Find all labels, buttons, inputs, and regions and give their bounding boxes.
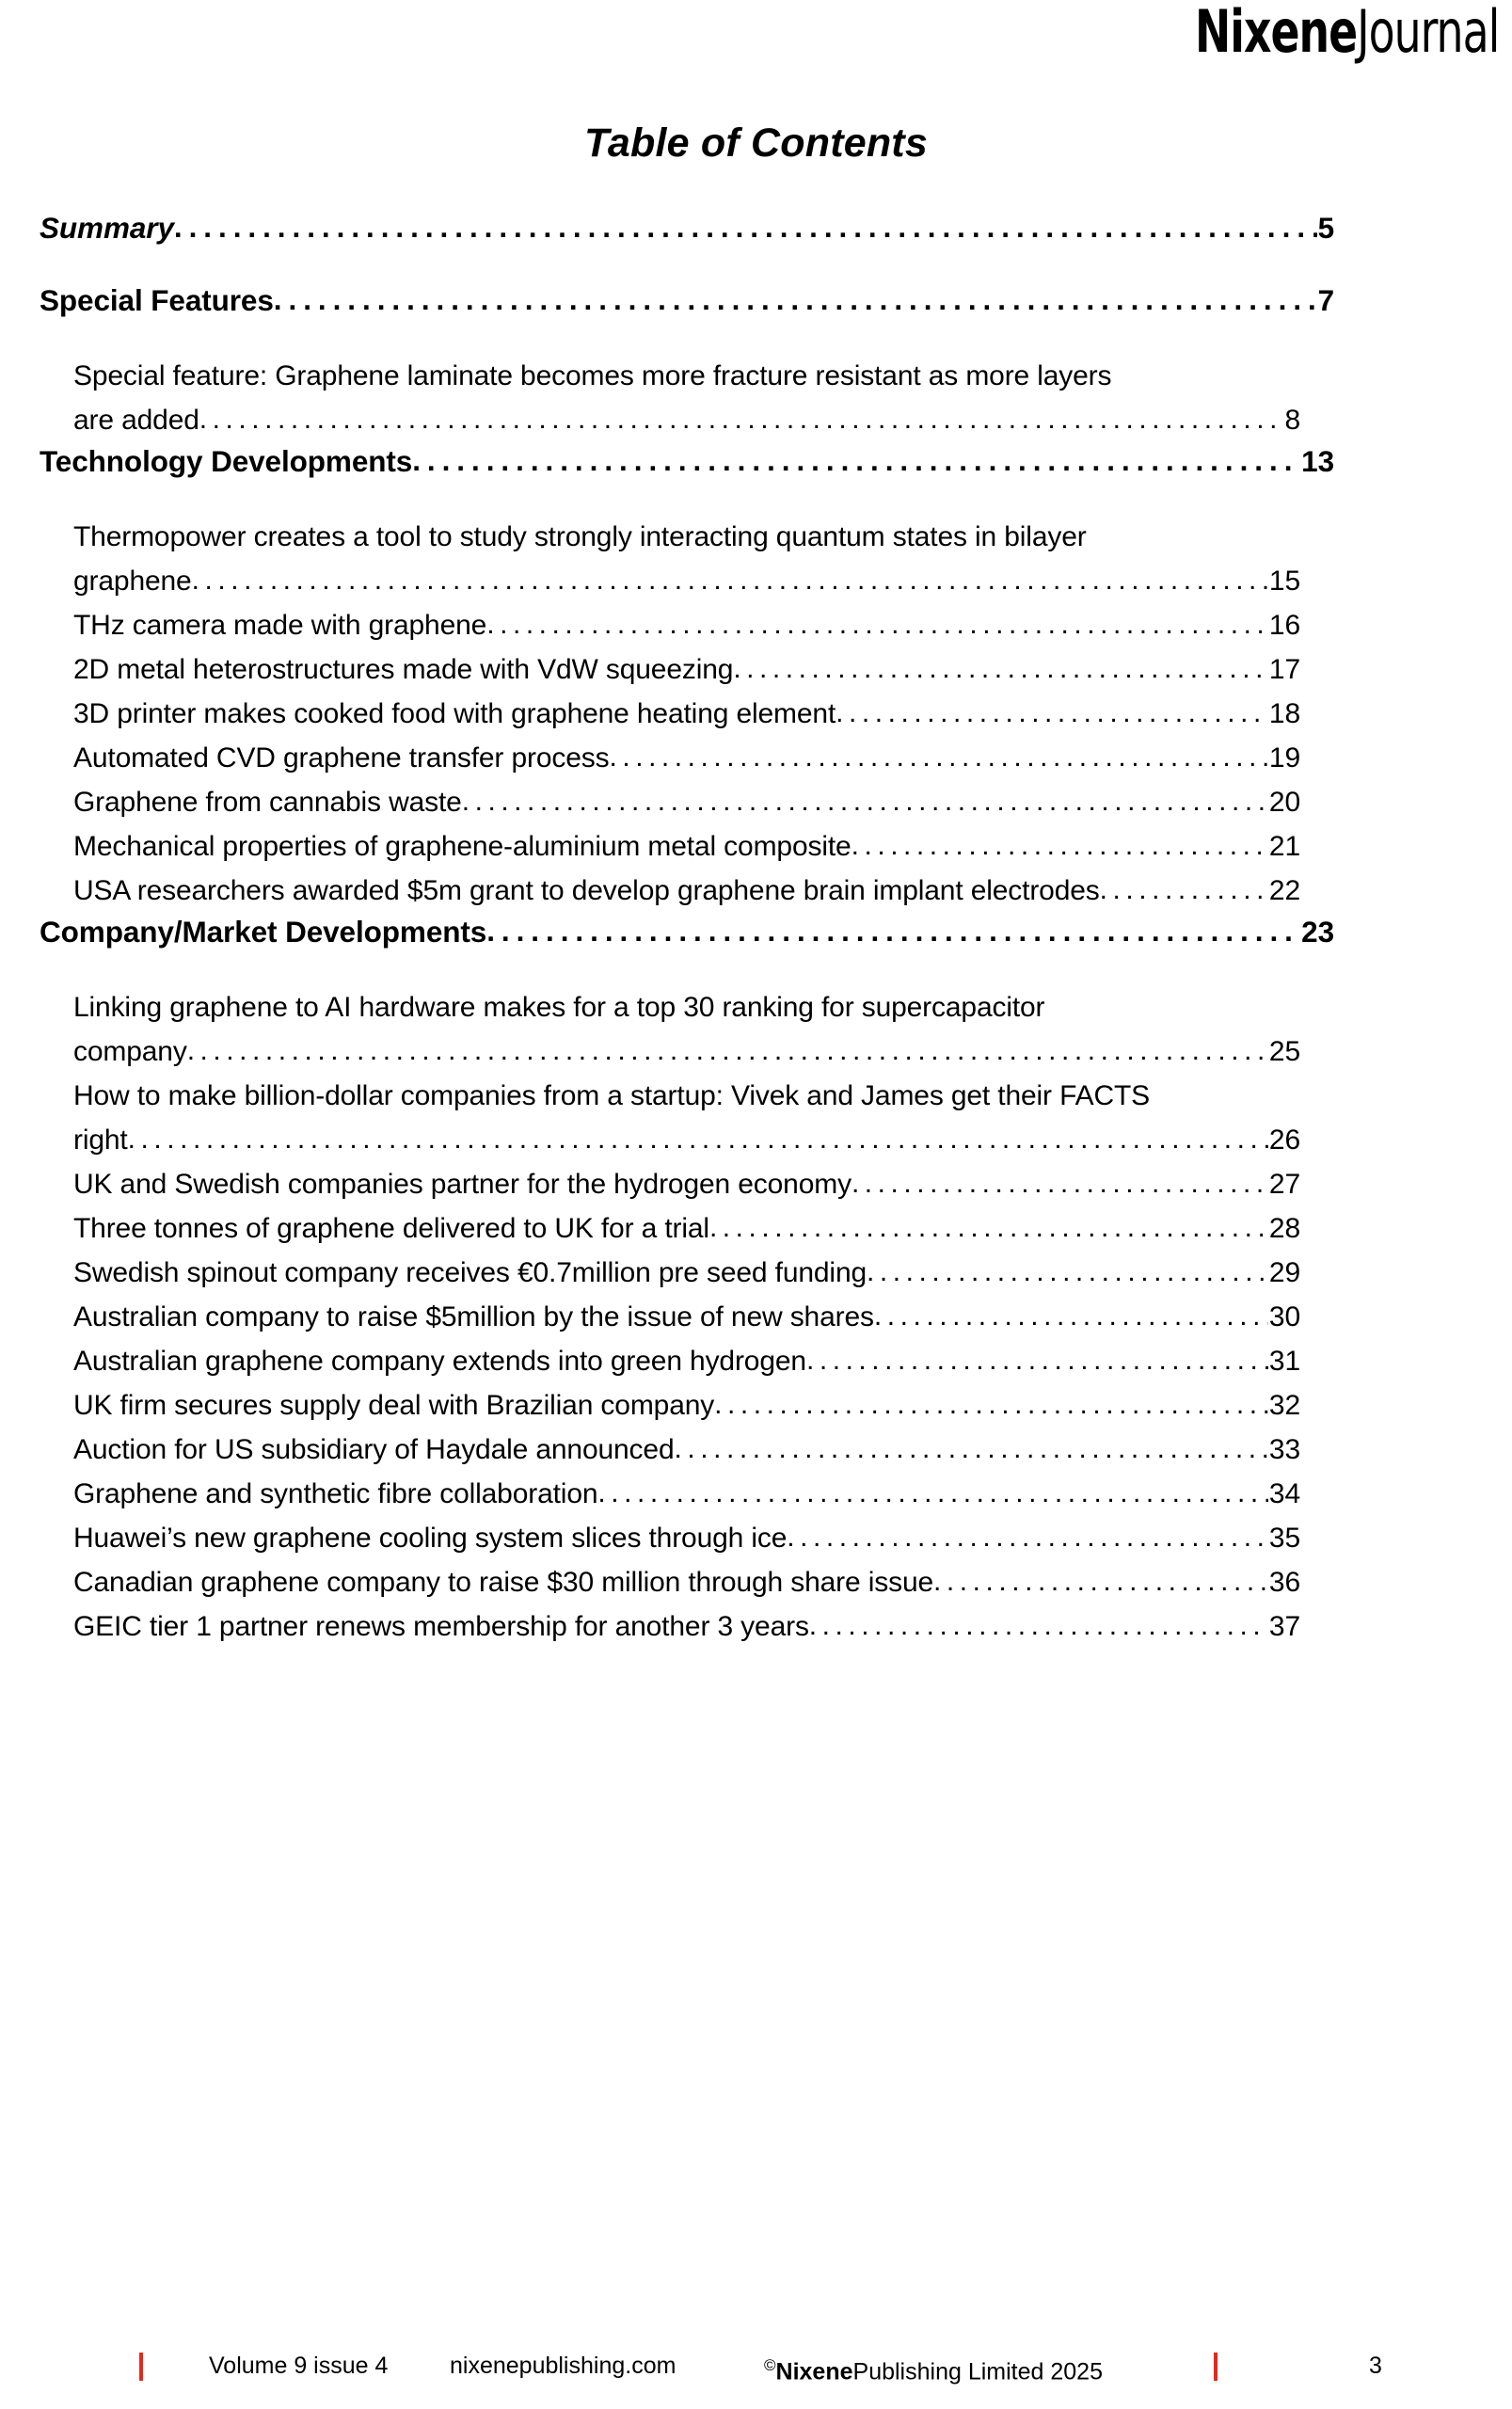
toc-entry-text: Graphene and synthetic fibre collaboration [73,1478,598,1509]
toc-page-number: 28 [1268,1213,1300,1244]
toc-leader-dots [836,691,1268,735]
toc-entry-row [73,647,1300,692]
toc-entry-row [73,559,1300,603]
toc-entry-text: Auction for US subsidiary of Haydale announced [73,1434,675,1465]
toc-article-entry[interactable] [73,1516,1334,1560]
toc-article-entry[interactable] [73,647,1334,692]
toc-article-entry[interactable] [73,692,1334,736]
toc-article-entry[interactable] [73,824,1334,869]
toc-entry-row [40,913,1334,950]
toc-entry-row [73,1251,1300,1295]
logo-publication: Journal [1356,0,1499,66]
toc-entry-text: Huawei’s new graphene cooling system slices through ice [73,1523,788,1554]
toc-page-number: 25 [1268,1036,1300,1067]
toc-page-number: 5 [1317,211,1334,245]
masthead [1128,2,1499,68]
toc-page-number: 16 [1268,610,1300,641]
toc-article-entry[interactable] [73,985,1334,1074]
toc-article-entry[interactable] [73,1472,1334,1516]
footer-rule-right-icon [1214,2353,1218,2381]
toc-entry-text-line1: Linking graphene to AI hardware makes for a top 30 ranking for supercapacitor [73,992,1045,1023]
toc-entry-text: right [73,1125,128,1156]
toc-leader-dots [851,823,1268,868]
toc-leader-dots [609,735,1267,779]
toc-leader-dots [787,1515,1268,1559]
toc-entry-row [73,1295,1300,1339]
toc-article-entry[interactable] [73,1560,1334,1604]
toc-entry-text: Australian company to raise $5million by the issue of new shares [73,1301,874,1332]
toc-page-number: 26 [1268,1125,1300,1156]
toc-section-entry[interactable] [40,442,1334,480]
toc-article-entry[interactable] [73,1206,1334,1251]
toc-section-entry[interactable] [40,209,1334,247]
toc-entry-text: GEIC tier 1 partner renews membership for another 3 years [73,1611,809,1642]
toc-leader-dots [874,1294,1268,1338]
toc-page-number: 29 [1268,1257,1300,1288]
toc-page-number: 22 [1268,875,1300,906]
toc-leader-dots [733,646,1268,691]
toc-leader-dots [187,1029,1268,1073]
toc-entry-row [73,824,1300,869]
toc-entry-row [73,780,1300,824]
footer-page-number: 3 [1369,2353,1382,2379]
toc-leader-dots [412,441,1300,479]
toc-leader-dots [674,1427,1267,1471]
toc-entry-text: UK and Swedish companies partner for the hydrogen economy [73,1169,851,1200]
toc-page-number: 13 [1301,444,1334,478]
toc-page-number: 30 [1268,1301,1300,1332]
toc-article-entry[interactable] [73,869,1334,913]
toc-leader-dots [597,1471,1268,1515]
toc-page-number: 20 [1268,787,1300,818]
toc-entry-text: Swedish spinout company receives €0.7million pre seed funding [73,1257,867,1288]
toc-entry-text-line1: Special feature: Graphene laminate becomes more fracture resistant as more layers [73,360,1112,391]
toc-leader-dots [486,602,1268,646]
toc-entry-text: Australian graphene company extends into green hydrogen [73,1346,806,1377]
toc-leader-dots [486,912,1300,949]
toc-article-entry[interactable] [73,515,1334,603]
toc-leader-dots [933,1559,1268,1603]
toc-article-entry[interactable] [73,1251,1334,1295]
toc-entry-row [40,209,1334,247]
toc-entry-text: Special Features [40,283,274,317]
toc-entry-row [73,1383,1300,1428]
copyright-symbol-icon: © [764,2356,776,2374]
toc-leader-dots [867,1250,1268,1294]
toc-page-number: 37 [1268,1611,1300,1642]
toc-leader-dots [1100,868,1268,912]
toc-article-entry[interactable] [73,603,1334,647]
toc-section-entry[interactable] [40,913,1334,950]
toc-article-entry[interactable] [73,1428,1334,1472]
toc-page-number: 23 [1301,915,1334,949]
toc-article-entry[interactable] [73,354,1334,442]
toc-section-entry[interactable] [40,281,1334,319]
toc-leader-dots [462,779,1268,823]
toc-entry-row [73,398,1300,442]
toc-leader-dots [709,1205,1268,1250]
toc-entry-text: 3D printer makes cooked food with graphene heating element [73,698,836,729]
toc-article-entry[interactable] [73,1383,1334,1428]
footer-copyright [764,2352,1103,2385]
toc-entry-row [73,1472,1300,1516]
toc-leader-dots [128,1117,1268,1161]
toc-entry-text: Mechanical properties of graphene-aluminium metal composite [73,831,851,862]
toc-page-number: 36 [1268,1567,1300,1598]
toc-page-number: 15 [1268,566,1300,597]
toc-entry-text: Technology Developments [40,444,413,478]
toc-page-number: 17 [1268,654,1300,685]
footer-copyright-brand: Nixene [775,2358,853,2385]
toc-article-entry[interactable] [73,1074,1334,1162]
toc-entry-text: Three tonnes of graphene delivered to UK for a trial [73,1213,709,1244]
footer-website[interactable]: nixenepublishing.com [450,2353,676,2379]
toc-page-number: 19 [1268,742,1300,774]
toc-entry-row [73,869,1300,913]
page-title: Table of Contents [584,120,928,166]
toc-page-number: 35 [1268,1523,1300,1554]
toc-entry-text: are added [73,405,199,436]
toc-article-entry[interactable] [73,1295,1334,1339]
toc-entry-row [73,1029,1300,1074]
toc-page-number: 8 [1284,405,1300,436]
toc-entry-text-line1: How to make billion-dollar companies from a startup: Vivek and James get their FACTS [73,1080,1151,1111]
toc-leader-dots [174,208,1317,246]
toc-entry-row [73,1604,1300,1649]
toc-entry-text: 2D metal heterostructures made with VdW squeezing [73,654,734,685]
toc-article-entry[interactable] [73,780,1334,824]
toc-entry-row [73,736,1300,780]
toc-page-number: 34 [1268,1478,1300,1509]
toc-entry-text-line1: Thermopower creates a tool to study strongly interacting quantum states in bilayer [73,521,1087,552]
toc-entry-text: company [73,1036,187,1067]
nixene-journal-logo [1194,0,1499,66]
toc-entry-text: UK firm secures supply deal with Brazilian company [73,1390,715,1421]
toc-page-number: 27 [1268,1169,1300,1200]
toc-entry-row [73,1206,1300,1251]
toc-entry-row [73,603,1300,647]
toc-entry-row [73,1516,1300,1560]
toc-article-entry[interactable] [73,1162,1334,1206]
toc-entry-text: Graphene from cannabis waste [73,787,462,818]
toc-entry-row [73,1118,1300,1162]
toc-page-number: 18 [1268,698,1300,729]
toc-leader-dots [274,280,1317,318]
toc-page-number: 32 [1268,1390,1300,1421]
footer-copyright-rest: Publishing Limited 2025 [852,2358,1103,2385]
toc-leader-dots [199,397,1284,441]
toc-article-entry[interactable] [73,1604,1334,1649]
footer-volume: Volume 9 issue 4 [209,2353,389,2379]
toc-entry-text: graphene [73,566,192,597]
toc-entry-text: Company/Market Developments [40,915,487,949]
toc-entry-row [73,1428,1300,1472]
toc-page-number: 7 [1317,283,1334,317]
toc-entry-text: Canadian graphene company to raise $30 million through share issue [73,1567,934,1598]
toc-entry-row [40,281,1334,319]
toc-entry-text: Automated CVD graphene transfer process [73,742,610,774]
toc-leader-dots [806,1338,1268,1382]
toc-leader-dots [851,1161,1268,1205]
toc-page-number: 31 [1268,1346,1300,1377]
toc-article-entry[interactable] [73,736,1334,780]
toc-entry-row [73,692,1300,736]
table-of-contents [40,209,1334,1649]
toc-article-entry[interactable] [73,1339,1334,1383]
toc-leader-dots [809,1603,1268,1648]
toc-page-number: 33 [1268,1434,1300,1465]
toc-entry-row [40,442,1334,480]
toc-entry-text: THz camera made with graphene [73,610,487,641]
footer-rule-left-icon [139,2353,143,2381]
toc-entry-text: Summary [40,211,174,245]
toc-page-number: 21 [1268,831,1300,862]
toc-entry-row [73,1560,1300,1604]
toc-entry-row [73,1339,1300,1383]
toc-leader-dots [714,1382,1268,1427]
toc-leader-dots [192,558,1268,602]
page-footer [0,2345,1512,2388]
toc-entry-row [73,1162,1300,1206]
toc-entry-text: USA researchers awarded $5m grant to develop graphene brain implant electrodes [73,875,1100,906]
logo-brand: Nixene [1194,0,1357,66]
